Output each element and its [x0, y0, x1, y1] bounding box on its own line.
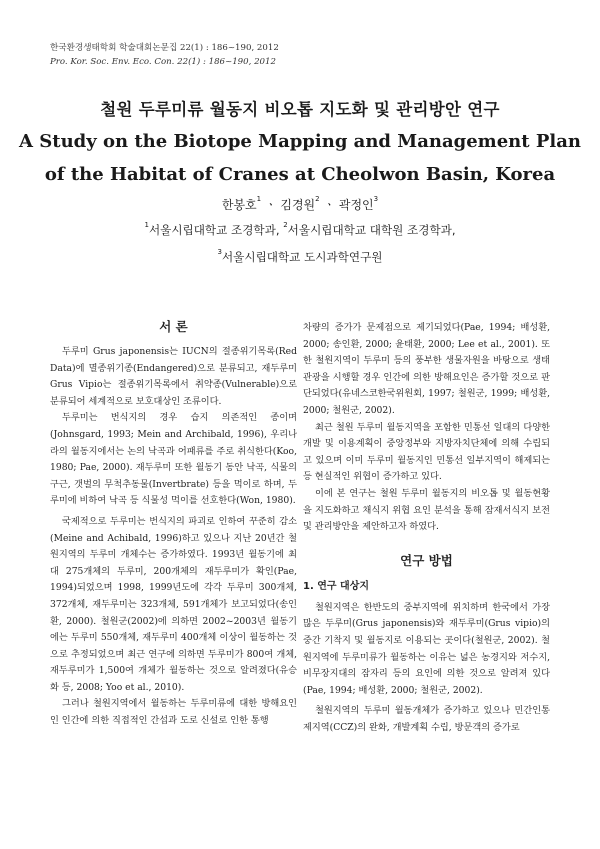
section-title-methods: 연구 방법	[400, 552, 453, 568]
body-paragraph: 이에 본 연구는 철원 두루미 월동지의 비오톱 및 월동현황을 지도화하고 채식지 위협 요인 분석을 통해 잠재서식지 보전 및 관리방안을 제안하고자 하였다.	[303, 487, 550, 533]
body-paragraph: 최근 철원 두루미 월동지역을 포함한 민통선 일대의 다양한 개발 및 이용계획이 중앙정부와 지방자치단체에 의해 수립되고 있으며 이미 두루미 월동지인 민통선 일부지역이 해제되는 등 현실적인 위협이 증가하고 있다.	[303, 421, 550, 483]
body-paragraph: 그러나 철원지역에서 월동하는 두루미류에 대한 방해요인인 인간에 의한 직접적인 간섭과 도로 신설로 인한 통행	[50, 698, 297, 727]
body-paragraph: 국제적으로 두루미는 번식지의 파괴로 인하여 꾸준히 감소(Meine and Achibald, 1996)하고 있으나 지난 20년간 철원지역의 두루미 개체수는 증가하였다. 1993년 월동기에 최대 275개체의 두루미, 200개체의 재두루미가 확인(Pae, 1994)되었으며 1998, 1999년도에 각각 두루미 300개체, 372개체, 재두루미는 323개체, 591개체가 보고되었다(송인환, 2000). 철원군(2002)에 의하면 2002~2003년 월동기에는 두루미 550개체, 재두루미 400개체 이상이 월동하는 것으로 추정되었으며 최근 연구에 의하면 두루미가 800여 개체, 재두루미가 1,500여 개체가 월동하는 것으로 알려졌다(유승화 등, 2008; Yoo et al., 2010).	[50, 515, 297, 693]
author-name: 한봉호	[221, 198, 257, 212]
journal-citation	[50, 41, 279, 69]
author-name: 김경원	[280, 198, 316, 212]
right-column	[303, 320, 550, 840]
section-title-introduction: 서 론	[159, 319, 188, 334]
affiliation-superscript: 3	[217, 248, 222, 256]
affiliation-text: 서울시립대학교 조경학과,	[148, 223, 284, 237]
author-separator: ㆍ	[323, 198, 336, 212]
paper-title-korean: 철원 두루미류 월동지 비오톱 지도화 및 관리방안 연구	[100, 100, 500, 119]
body-paragraph: 차량의 증가가 문제점으로 제기되었다(Pae, 1994; 배성환, 2000; 송인환, 2000; 윤태환, 2000; Lee et al., 2001). 또한 철원지역이 두루미 등의 풍부한 생물자원을 바탕으로 생태관광을 시행할 경우 인간에 의한 방해요인은 증가할 것으로 판단되었다(유네스코한국위원회, 1997; 철원군, 1999; 배성환, 2000; 철원군, 2002).	[303, 322, 550, 416]
body-paragraph: 두루미 Grus japonensis는 IUCN의 절종위기목록(Red Data)에 멸종위기종(Endangered)으로 분류되고, 재두루미 Grus Vipio는 절종위기목록에서 취약종(Vulnerable)으로 분류되어 세계적으로 보호대상인 조류이다.	[50, 346, 297, 407]
author-list	[0, 196, 600, 213]
affiliation-superscript: 2	[283, 221, 288, 229]
body-paragraph: 철원지역의 두루미 월동개체가 증가하고 있으나 민간인통제지역(CCZ)의 완화, 개발계획 수립, 방문객의 증가로	[303, 705, 550, 733]
author-superscript: 3	[373, 195, 379, 203]
author-name: 곽정인	[338, 198, 374, 212]
journal-citation-english: Pro. Kor. Soc. Env. Eco. Con. 22(1) : 186~190, 2012	[50, 57, 276, 67]
body-paragraph: 철원지역은 한반도의 중부지역에 위치하며 한국에서 가장 많은 두루미(Grus japonensis)와 재두루미(Grus vipio)의 중간 기착지 및 월동지로 이용되는 곳이다(철원군, 2002). 철원지역에 두루미류가 월동하는 이유는 넓은 농경지와 저수지, 비무장지대의 잠자리 등의 요인에 의한 것으로 알려져 있다(Pae, 1994; 배성환, 2000; 철원군, 2002).	[303, 601, 550, 696]
affiliation-text: 서울시립대학교 대학원 조경학과,	[287, 223, 456, 237]
affiliation-line-2	[0, 249, 600, 265]
paper-title-english-line2: of the Habitat of Cranes at Cheolwon Basin, Korea	[44, 164, 556, 185]
body-paragraph: 두루미는 번식지의 경우 습지 의존적인 종이며(Johnsgard, 1993; Mein and Archibald, 1996), 우리나라의 월동지에서는 논의 낙곡과 어패류를 주로 취식한다(Koo, 1980; Pae, 2000). 재두루미 또한 월동기 동안 낙곡, 식물의 구근, 갯벌의 무척추동물(Invertbrate) 등을 먹이로 하며, 두루미에 비하여 낙곡 등 식물성 먹이를 선호한다(Won, 1980).	[50, 412, 297, 507]
author-superscript: 1	[256, 195, 262, 203]
affiliation-superscript: 1	[144, 221, 149, 229]
author-superscript: 2	[315, 195, 320, 203]
affiliation-line-1	[0, 222, 600, 238]
journal-citation-korean: 한국환경생태학회 학술대회논문집 22(1) : 186~190, 2012	[50, 43, 279, 53]
subsection-title-study-site: 1. 연구 대상지	[303, 580, 370, 592]
left-column	[50, 312, 297, 832]
author-separator: ㆍ	[264, 198, 277, 212]
paper-title-english-line1: A Study on the Biotope Mapping and Management Plan	[19, 131, 581, 152]
affiliation-text: 서울시립대학교 도시과학연구원	[221, 250, 383, 264]
